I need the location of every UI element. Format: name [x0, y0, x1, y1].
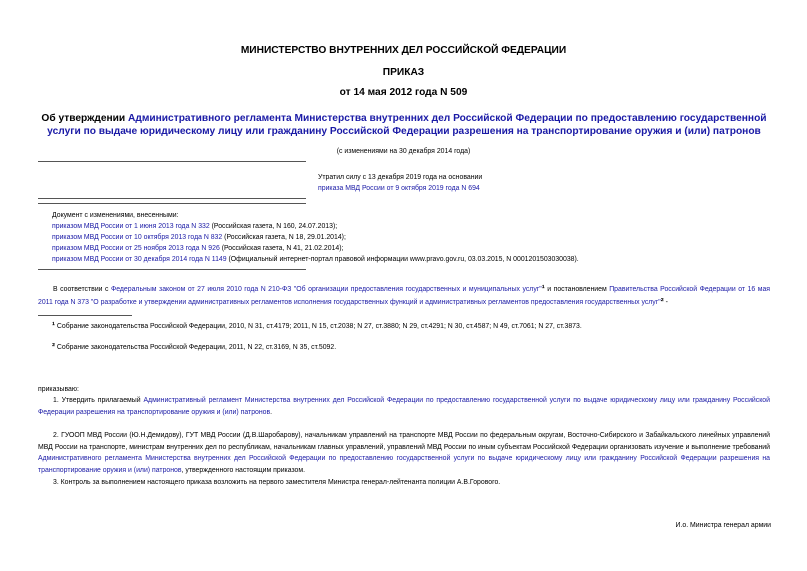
expired-order-link[interactable]: приказа МВД России от 9 октября 2019 года N 694	[318, 185, 480, 192]
change-order-link[interactable]: приказом МВД России от 1 июня 2013 года N 332	[52, 223, 210, 230]
change-order-link[interactable]: приказом МВД России от 30 декабря 2014 года N 1149	[52, 256, 227, 263]
preamble-paragraph	[38, 283, 770, 308]
footnote-mark: ¹	[52, 320, 55, 330]
doc-type-heading: ПРИКАЗ	[382, 67, 425, 78]
title-regulation-link[interactable]: Административного регламента Министерства внутренних дел Российской Федерации по предоставлению государственной услуги по выдаче юридическому лицу или гражданину Российской Федерации разрешения на транспортирование оружия и (или) патронов	[47, 113, 767, 137]
date-number-heading: от 14 мая 2012 года N 509	[339, 87, 468, 98]
footnote-text: Собрание законодательства Российской Федерации, 2010, N 31, ст.4179; 2011, N 15, ст.2038; N 27, ст.3880; N 29, ст.4291; N 30, ст.4587; N 49, ст.7061; N 27, ст.3873.	[55, 323, 582, 330]
separator-line	[38, 161, 306, 162]
preamble-text: В соответствии с	[53, 286, 111, 293]
change-source: (Официальный интернет-портал правовой информации www.pravo.gov.ru, 03.03.2015, N 0001201503030038).	[226, 256, 579, 263]
change-order-link[interactable]: приказом МВД России от 25 ноября 2013 года N 926	[52, 245, 220, 252]
change-item	[52, 244, 343, 254]
regulation-link[interactable]: Административный регламент Министерства внутренних дел Российской Федерации по предоставлению государственной услуги по выдаче юридическому лицу или гражданину Российской Федерации разрешения на транспортирование оружия и (или) патронов	[38, 397, 770, 416]
change-order-link[interactable]: приказом МВД России от 10 октября 2013 года N 832	[52, 234, 223, 241]
change-source: (Российская газета, N 18, 29.01.2014);	[222, 234, 346, 241]
footnote-mark: ²	[660, 295, 664, 306]
separator-line	[38, 269, 306, 270]
ministry-heading: МИНИСТЕРСТВО ВНУТРЕННИХ ДЕЛ РОССИЙСКОЙ ФЕДЕРАЦИИ	[240, 45, 567, 56]
changes-heading: Документ с изменениями, внесенными:	[52, 212, 179, 219]
change-item	[52, 222, 337, 232]
paragraph-1	[38, 395, 770, 418]
title-prefix: Об утверждении	[41, 113, 128, 124]
amend-note: (с изменениями на 30 декабря 2014 года)	[336, 148, 471, 155]
preamble-text: и постановлением	[544, 286, 610, 293]
paragraph-text: .	[270, 408, 273, 416]
change-item	[52, 233, 346, 243]
order-word: приказываю:	[38, 386, 79, 393]
paragraph-text: 2. ГУООП МВД России (Ю.Н.Демидову), ГУТ МВД России (Д.В.Шаробарову), начальникам управлений на транспорте МВД России по федеральным округам, Восточно-Сибирского и Забайкальского линейных управлений МВД России на транспорте, министрам внутренних дел по республикам, начальникам главных управлений, управлений МВД России по иным субъектам Российской Федерации организовать изучение и выполнение требований	[38, 432, 770, 451]
expired-note-text: Утратил силу с 13 декабря 2019 года на основании	[318, 174, 483, 181]
paragraph-text: , утвержденного настоящим приказом.	[181, 466, 306, 474]
footnote-2	[52, 341, 336, 353]
footnote-separator	[38, 315, 132, 316]
change-source: (Российская газета, N 160, 24.07.2013);	[209, 223, 338, 230]
paragraph-3: 3. Контроль за выполнением настоящего приказа возложить на первого заместителя Министра генерал-лейтенанта полиции А.В.Горового.	[53, 479, 501, 486]
footnote-text: Собрание законодательства Российской Федерации, 2011, N 22, ст.3169, N 35, ст.5092.	[55, 344, 337, 351]
preamble-text: -	[663, 298, 668, 306]
paragraph-2	[38, 430, 770, 476]
footnote-1	[52, 320, 582, 332]
signature: И.о. Министра генерал армии	[675, 522, 771, 529]
paragraph-text: 1. Утвердить прилагаемый	[53, 397, 144, 404]
footnote-mark: ²	[52, 341, 55, 351]
footnote-mark: ¹	[541, 283, 545, 293]
change-source: (Российская газета, N 41, 21.02.2014);	[219, 245, 344, 252]
government-resolution-link[interactable]: Правительства Российской Федерации от 16 мая 2011 года N 373 "О разработке и утверждении административных регламентов исполнения государственных функций и административных регламентов предоставления государственных услуг"	[38, 286, 771, 306]
separator-line	[38, 203, 306, 204]
separator-line	[38, 198, 306, 199]
regulation-link[interactable]: Административного регламента Министерства внутренних дел Российской Федерации по предоставлению государственной услуги по выдаче юридическому лицу или гражданину Российской Федерации разрешения на транспортирование оружия и (или) патронов	[38, 455, 770, 474]
federal-law-link[interactable]: Федеральным законом от 27 июля 2010 года N 210-ФЗ "Об организации предоставления государственных и муниципальных услуг"	[110, 286, 542, 293]
change-item	[52, 255, 579, 265]
document-title	[40, 112, 768, 138]
